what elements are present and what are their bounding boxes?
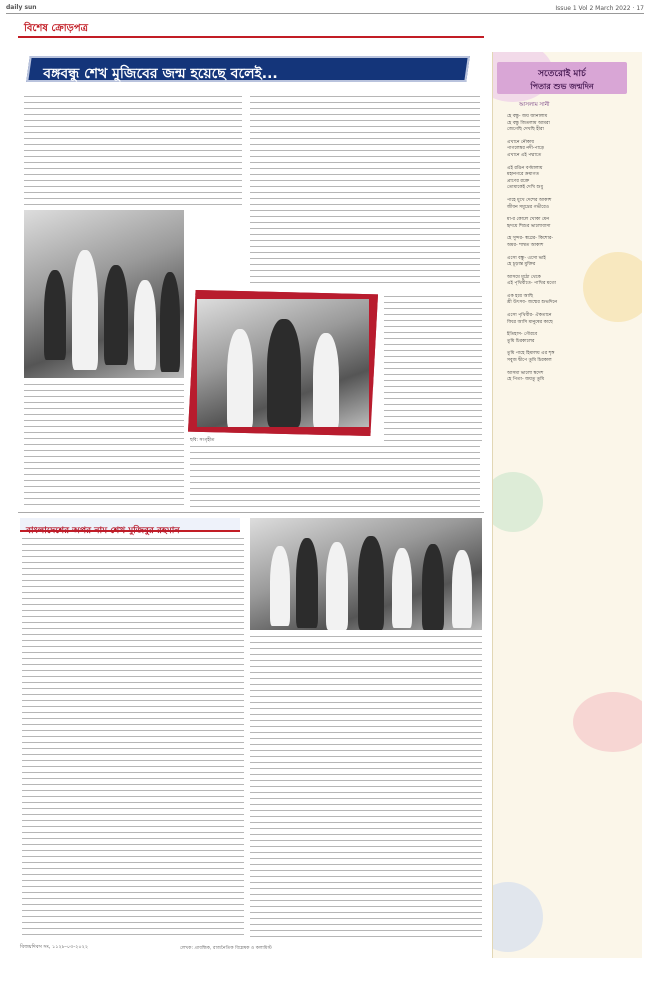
poem-title-banner <box>497 62 627 94</box>
article-body-column <box>24 384 184 508</box>
poem-sidebar <box>492 52 642 958</box>
poem-stanza: এসো বন্ধু- এসো ভাই হে চূড়ান্ত মুক্তির <box>507 255 546 268</box>
poem-stanza: পাহে মুখে দেশের আকাশ জীবন সমুদ্রের গভীরেও <box>507 197 552 210</box>
second-article-title-bar <box>20 518 240 536</box>
historic-photo <box>250 518 482 630</box>
poem-stanza: এই রঙিন বর্ণমালায় মহানগরে ক্রমাগত প্রাণের রক্তে তোমাকেই দেখি শুধু <box>507 165 544 191</box>
footer-date: বিজয়দিবস সং, ১১২৮-০৩-২০২২ <box>20 944 89 950</box>
poem-stanza: হে বন্ধু- জয় জানালাম হে বন্ধু জিতলাম আমরা জেগেছি দেখছি হীরা <box>507 114 550 133</box>
poet-name: আসলাম সানী <box>519 102 550 108</box>
red-framed-photo <box>188 290 378 436</box>
paper-name: daily sun <box>6 4 37 11</box>
footer-note: লেখক: প্রাবন্ধিক, রাজনৈতিক বিশ্লেষক ও কলামিস্ট <box>180 946 272 951</box>
second-article-title: বাংলাদেশের অপর নাম শেখ মুজিবুর রহমান <box>26 526 180 536</box>
poem-stanza: হে সুন্দর- স্বপ্নের- কিশোর- অমর- শাশ্বত আকাশ <box>507 236 554 248</box>
article-body-column <box>24 96 242 206</box>
poem-stanza: মা-র কোলে খোকা যেন হৃদয়ে শিশুর ভালোবাসা <box>507 217 551 229</box>
crowd-photo <box>24 210 184 378</box>
article-title-banner <box>26 56 470 82</box>
poem-stanza: তুমি পাহে হিমালয় এর শৃঙ্গ সবুজ দ্বীপে তুমি চিরকাল <box>507 351 555 364</box>
article-body-column <box>384 296 482 442</box>
poem-stanza: আসমা ভালো স্বদেশ হে পিতা- জয়তু তুমি <box>507 370 545 383</box>
second-article-body-column <box>22 538 244 938</box>
masthead <box>6 4 644 14</box>
poem-stanza: এসো পৃথিবীর- ঐকতানে ফিরে আসি মানুষের কাছে <box>507 313 553 325</box>
section-header <box>18 18 484 38</box>
article-body-column <box>250 96 480 288</box>
poem-title-line2: পিতার শুভ জন্মদিন <box>530 82 594 91</box>
poem-title-line1: সতেরোই মার্চ <box>538 69 586 79</box>
section-label: বিশেষ ক্রোড়পত্র <box>24 23 88 34</box>
poem-stanza: এখানে নৌকায় পাগলেশ্বর নদী-পাড়ে এখানে এই পদ্মাতে <box>507 139 545 158</box>
portrait-photo <box>197 299 369 427</box>
poem-stanza: আসমে মুঠো থেকে এই পৃথিবীতে- পাখির মতো <box>507 274 556 287</box>
photo-caption: ছবি: সংগৃহীত <box>190 438 215 443</box>
second-article-body-column <box>250 636 482 938</box>
poem-stanza: ইতিহাস- গৌরবে তুমি চিরকালের <box>507 332 538 344</box>
poem-body <box>507 114 615 390</box>
article-body-column <box>190 446 480 508</box>
issue-line: Issue 1 Vol 2 March 2022 · 17 <box>555 5 644 12</box>
article-title: বঙ্গবন্ধু শেখ মুজিবের জন্ম হয়েছে বলেই... <box>43 66 278 82</box>
poem-stanza: এক হয়ে আছি শ্রী উৎসব- জন্মের শুভদিনে <box>507 293 558 306</box>
